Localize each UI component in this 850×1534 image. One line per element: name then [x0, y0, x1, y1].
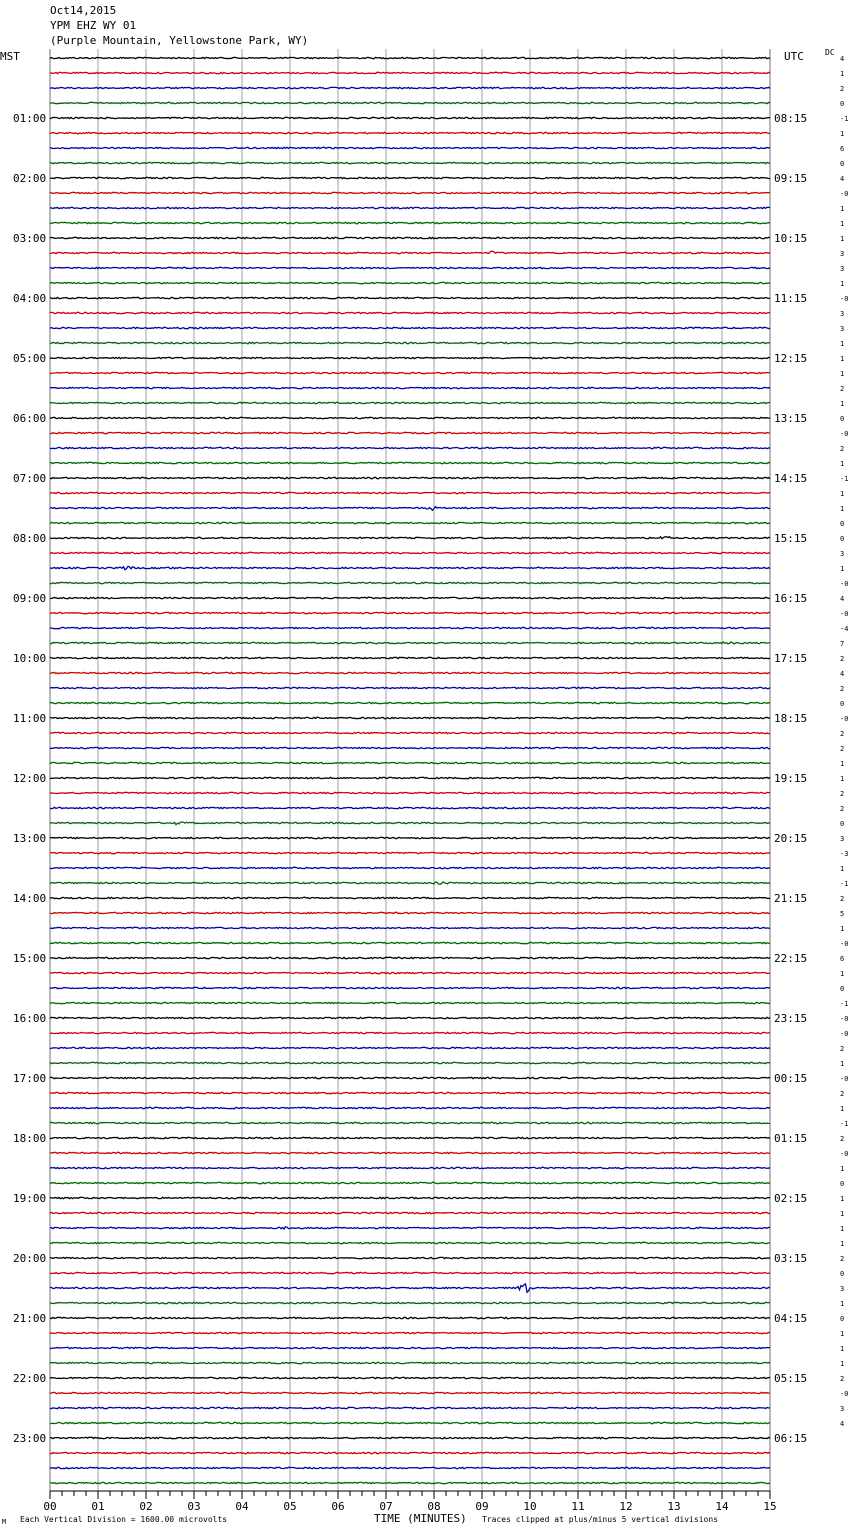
hour-label-utc: 10:15	[774, 232, 808, 245]
dc-offset-label: 3	[840, 1285, 845, 1293]
seismic-trace	[50, 627, 770, 628]
hour-label-mst: 21:00	[13, 1312, 47, 1325]
hour-label-utc: 05:15	[774, 1372, 808, 1385]
dc-offset-label: 4	[840, 175, 845, 183]
seismic-trace	[50, 1077, 770, 1078]
dc-offset-label: 2	[840, 1090, 845, 1098]
dc-offset-label: 0	[840, 1315, 845, 1323]
seismic-trace	[50, 1332, 770, 1333]
dc-offset-label: 1	[840, 370, 845, 378]
dc-offset-label: 2	[840, 745, 845, 753]
dc-offset-label: 6	[840, 145, 845, 153]
seismic-trace	[50, 87, 770, 88]
seismic-trace	[50, 1284, 770, 1292]
seismic-trace	[50, 1452, 770, 1453]
dc-offset-label: 1	[840, 1240, 845, 1248]
seismic-trace	[50, 777, 770, 778]
x-tick-label: 02	[139, 1500, 153, 1513]
dc-offset-label: 1	[840, 1345, 845, 1353]
hour-label-mst: 10:00	[13, 652, 47, 665]
x-tick-label: 11	[571, 1500, 585, 1513]
x-tick-label: 08	[427, 1500, 441, 1513]
dc-offset-label: -0	[840, 190, 849, 198]
station-code: YPM EHZ WY 01	[50, 19, 137, 32]
dc-offset-label: 0	[840, 535, 845, 543]
seismic-trace	[50, 1152, 770, 1153]
dc-offset-label: 1	[840, 130, 845, 138]
dc-offset-label: 0	[840, 1270, 845, 1278]
x-axis-title: TIME (MINUTES)	[374, 1512, 467, 1525]
seismic-trace	[50, 1212, 770, 1213]
seismic-trace	[50, 222, 770, 223]
x-tick-label: 09	[475, 1500, 489, 1513]
seismic-trace	[50, 867, 770, 868]
dc-offset-label: 4	[840, 670, 845, 678]
dc-offset-label: 7	[840, 640, 845, 648]
seismic-trace	[50, 162, 770, 163]
seismic-trace	[50, 1137, 770, 1138]
dc-offset-label: 5	[840, 910, 845, 918]
seismic-trace	[50, 192, 770, 193]
dc-offset-label: 4	[840, 595, 845, 603]
dc-offset-label: 1	[840, 1165, 845, 1173]
seismic-trace	[50, 402, 770, 403]
x-tick-label: 13	[667, 1500, 681, 1513]
hour-label-utc: 20:15	[774, 832, 808, 845]
seismic-trace	[50, 492, 770, 493]
dc-offset-label: 1	[840, 565, 845, 573]
seismic-trace	[50, 897, 770, 898]
dc-offset-label: 2	[840, 730, 845, 738]
trace-rows	[50, 57, 770, 1483]
hour-label-mst: 01:00	[13, 112, 47, 125]
hour-label-mst: 08:00	[13, 532, 47, 545]
hour-label-mst: 15:00	[13, 952, 47, 965]
seismic-trace	[50, 1257, 770, 1258]
dc-offset-label: 2	[840, 1045, 845, 1053]
seismic-trace	[50, 852, 770, 853]
hour-label-utc: 15:15	[774, 532, 808, 545]
dc-offset-label: 2	[840, 385, 845, 393]
hour-label-utc: 00:15	[774, 1072, 808, 1085]
seismic-trace	[50, 417, 770, 418]
seismic-trace	[50, 267, 770, 268]
seismic-trace	[50, 717, 770, 718]
x-tick-label: 06	[331, 1500, 345, 1513]
dc-offset-label: 2	[840, 1135, 845, 1143]
seismic-trace	[50, 282, 770, 283]
hour-label-utc: 09:15	[774, 172, 808, 185]
dc-offset-label: 1	[840, 1105, 845, 1113]
x-tick-label: 12	[619, 1500, 633, 1513]
hour-label-utc: 13:15	[774, 412, 808, 425]
seismic-trace	[50, 372, 770, 373]
dc-offset-label: 1	[840, 1225, 845, 1233]
seismic-trace	[50, 732, 770, 733]
dc-offset-label: 0	[840, 160, 845, 168]
x-tick-label: 14	[715, 1500, 729, 1513]
dc-offset-label: 1	[840, 505, 845, 513]
dc-offset-label: 1	[840, 355, 845, 363]
record-date: Oct14,2015	[50, 4, 117, 17]
hour-label-mst: 06:00	[13, 412, 47, 425]
hour-label-mst: 02:00	[13, 172, 47, 185]
seismic-trace	[50, 1392, 770, 1393]
seismic-trace	[50, 942, 770, 943]
hour-label-mst: 09:00	[13, 592, 47, 605]
dc-offset-label: 1	[840, 1060, 845, 1068]
seismic-trace	[50, 462, 770, 463]
dc-offset-label: 1	[840, 1300, 845, 1308]
seismic-trace	[50, 297, 770, 298]
seismic-trace	[50, 792, 770, 793]
dc-offset-label: 0	[840, 1180, 845, 1188]
dc-offset-label: 2	[840, 445, 845, 453]
seismic-trace	[50, 507, 770, 511]
seismic-trace	[50, 57, 770, 58]
seismic-trace	[50, 1122, 770, 1123]
dc-offset-label: 4	[840, 55, 845, 63]
dc-offset-label: -0	[840, 1015, 849, 1023]
seismic-trace	[50, 312, 770, 313]
dc-offset-label: 1	[840, 280, 845, 288]
dc-offset-label: -1	[840, 880, 849, 888]
dc-offset-label: 2	[840, 805, 845, 813]
seismic-trace	[50, 702, 770, 703]
dc-offset-label: 3	[840, 250, 845, 258]
dc-offset-label: 1	[840, 400, 845, 408]
dc-offset-label: 1	[840, 1195, 845, 1203]
dc-offset-label: 1	[840, 1360, 845, 1368]
hour-label-mst: 13:00	[13, 832, 47, 845]
seismic-trace	[50, 807, 770, 808]
dc-offset-label: 2	[840, 85, 845, 93]
row-labels	[13, 55, 848, 1445]
dc-offset-label: 1	[840, 970, 845, 978]
dc-offset-label: 6	[840, 955, 845, 963]
dc-offset-label: -0	[840, 1030, 849, 1038]
seismic-trace	[50, 1437, 770, 1438]
seismic-trace	[50, 1017, 770, 1018]
seismic-trace	[50, 147, 770, 148]
seismic-trace	[50, 552, 770, 553]
dc-offset-label: 2	[840, 1375, 845, 1383]
dc-offset-label: 4	[840, 1420, 845, 1428]
dc-offset-label: -0	[840, 940, 849, 948]
hour-label-utc: 06:15	[774, 1432, 808, 1445]
dc-offset-label: -1	[840, 115, 849, 123]
seismic-trace	[50, 957, 770, 958]
x-tick-label: 10	[523, 1500, 537, 1513]
dc-offset-label: 1	[840, 1330, 845, 1338]
seismic-trace	[50, 1377, 770, 1378]
clip-note: Traces clipped at plus/minus 5 vertical divisions	[482, 1515, 719, 1524]
seismic-trace	[50, 582, 770, 583]
dc-offset-label: -0	[840, 1390, 849, 1398]
seismic-trace	[50, 1272, 770, 1273]
hour-label-mst: 07:00	[13, 472, 47, 485]
seismic-trace	[50, 72, 770, 73]
x-tick-label: 00	[43, 1500, 57, 1513]
seismic-trace	[50, 912, 770, 913]
hour-label-utc: 16:15	[774, 592, 808, 605]
dc-offset-label: -4	[840, 625, 849, 633]
dc-offset-label: 1	[840, 490, 845, 498]
seismic-trace	[50, 237, 770, 238]
seismic-trace	[50, 1302, 770, 1303]
dc-offset-label: 3	[840, 550, 845, 558]
dc-offset-label: -0	[840, 715, 849, 723]
seismic-trace	[50, 1362, 770, 1363]
dc-offset-label: 0	[840, 820, 845, 828]
seismic-trace	[50, 972, 770, 973]
dc-offset-label: 1	[840, 340, 845, 348]
seismic-trace	[50, 1482, 770, 1483]
hour-label-mst: 11:00	[13, 712, 47, 725]
seismic-trace	[50, 566, 770, 569]
seismic-trace	[50, 1197, 770, 1198]
seismic-trace	[50, 822, 770, 825]
dc-offset-label: 2	[840, 655, 845, 663]
dc-offset-label: 1	[840, 760, 845, 768]
seismic-trace	[50, 1317, 770, 1318]
x-tick-label: 15	[763, 1500, 777, 1513]
dc-offset-label: 1	[840, 1210, 845, 1218]
dc-offset-label: -1	[840, 475, 849, 483]
hour-label-utc: 11:15	[774, 292, 808, 305]
hour-label-utc: 18:15	[774, 712, 808, 725]
seismic-trace	[50, 207, 770, 208]
x-tick-label: 07	[379, 1500, 393, 1513]
hour-label-utc: 23:15	[774, 1012, 808, 1025]
seismic-trace	[50, 1032, 770, 1033]
seismic-trace	[50, 657, 770, 658]
grid-lines	[50, 49, 770, 1491]
seismic-trace	[50, 882, 770, 884]
dc-offset-label: -3	[840, 850, 849, 858]
dc-offset-label: -0	[840, 430, 849, 438]
dc-offset-label: 1	[840, 70, 845, 78]
dc-offset-label: 2	[840, 685, 845, 693]
dc-offset-label: 3	[840, 1405, 845, 1413]
hour-label-mst: 05:00	[13, 352, 47, 365]
dc-offset-label: 3	[840, 310, 845, 318]
dc-offset-label: 0	[840, 415, 845, 423]
seismic-trace	[50, 687, 770, 688]
hour-label-mst: 20:00	[13, 1252, 47, 1265]
dc-header-label: DC	[825, 48, 835, 57]
time-axis	[43, 1491, 776, 1513]
seismic-trace	[50, 132, 770, 133]
dc-offset-label: 1	[840, 220, 845, 228]
hour-label-utc: 22:15	[774, 952, 808, 965]
seismic-trace	[50, 837, 770, 838]
dc-offset-label: 2	[840, 790, 845, 798]
seismic-trace	[50, 1242, 770, 1243]
seismic-trace	[50, 342, 770, 344]
dc-offset-label: -0	[840, 610, 849, 618]
dc-offset-label: 1	[840, 865, 845, 873]
hour-label-utc: 19:15	[774, 772, 808, 785]
dc-offset-label: 3	[840, 325, 845, 333]
dc-offset-label: 1	[840, 775, 845, 783]
seismic-trace	[50, 747, 770, 748]
seismic-trace	[50, 432, 770, 433]
x-tick-label: 05	[283, 1500, 297, 1513]
dc-offset-label: -0	[840, 1150, 849, 1158]
hour-label-mst: 12:00	[13, 772, 47, 785]
seismic-trace	[50, 1062, 770, 1063]
seismic-trace	[50, 762, 770, 763]
seismic-trace	[50, 1227, 770, 1229]
seismic-trace	[50, 1047, 770, 1048]
left-timezone-label: MST	[0, 50, 20, 63]
hour-label-mst: 18:00	[13, 1132, 47, 1145]
dc-offset-label: -1	[840, 1120, 849, 1128]
dc-offset-label: 0	[840, 985, 845, 993]
dc-offset-label: 0	[840, 100, 845, 108]
dc-offset-label: 3	[840, 835, 845, 843]
dc-offset-label: 1	[840, 460, 845, 468]
seismic-trace	[50, 1347, 770, 1348]
seismic-trace	[50, 1107, 770, 1108]
scale-note: Each Vertical Division = 1600.00 microvolts	[20, 1515, 228, 1524]
seismic-trace	[50, 1422, 770, 1423]
hour-label-utc: 04:15	[774, 1312, 808, 1325]
dc-offset-label: 1	[840, 925, 845, 933]
seismic-trace	[50, 327, 770, 328]
seismic-trace	[50, 927, 770, 928]
hour-label-utc: 14:15	[774, 472, 808, 485]
seismic-trace	[50, 522, 770, 523]
dc-offset-label: 0	[840, 700, 845, 708]
hour-label-mst: 16:00	[13, 1012, 47, 1025]
dc-offset-label: 2	[840, 1255, 845, 1263]
seismic-trace	[50, 251, 770, 254]
seismic-trace	[50, 1467, 770, 1468]
seismic-trace	[50, 177, 770, 178]
seismic-trace	[50, 387, 770, 388]
footer-mark: M	[2, 1518, 7, 1526]
seismic-trace	[50, 987, 770, 988]
dc-offset-label: 0	[840, 520, 845, 528]
seismic-trace	[50, 642, 770, 644]
seismic-trace	[50, 447, 770, 448]
seismic-trace	[50, 1092, 770, 1093]
hour-label-utc: 17:15	[774, 652, 808, 665]
seismic-trace	[50, 117, 770, 118]
hour-label-utc: 12:15	[774, 352, 808, 365]
x-tick-label: 03	[187, 1500, 201, 1513]
seismic-trace	[50, 1002, 770, 1003]
hour-label-mst: 22:00	[13, 1372, 47, 1385]
x-tick-label: 01	[91, 1500, 105, 1513]
dc-offset-label: 2	[840, 895, 845, 903]
hour-label-utc: 01:15	[774, 1132, 808, 1145]
seismic-trace	[50, 1182, 770, 1183]
hour-label-utc: 21:15	[774, 892, 808, 905]
seismic-trace	[50, 357, 770, 358]
hour-label-utc: 02:15	[774, 1192, 808, 1205]
dc-offset-label: -0	[840, 1075, 849, 1083]
x-tick-label: 04	[235, 1500, 249, 1513]
station-location: (Purple Mountain, Yellowstone Park, WY)	[50, 34, 309, 47]
hour-label-mst: 19:00	[13, 1192, 47, 1205]
hour-label-mst: 14:00	[13, 892, 47, 905]
dc-offset-label: -0	[840, 295, 849, 303]
seismic-trace	[50, 102, 770, 103]
hour-label-utc: 03:15	[774, 1252, 808, 1265]
hour-label-mst: 04:00	[13, 292, 47, 305]
dc-offset-label: 3	[840, 265, 845, 273]
dc-offset-label: 1	[840, 235, 845, 243]
right-timezone-label: UTC	[784, 50, 804, 63]
hour-label-utc: 08:15	[774, 112, 808, 125]
seismic-trace	[50, 1167, 770, 1168]
seismic-trace	[50, 537, 770, 539]
dc-offset-label: 1	[840, 205, 845, 213]
dc-offset-label: -1	[840, 1000, 849, 1008]
seismic-trace	[50, 477, 770, 478]
dc-offset-label: -0	[840, 580, 849, 588]
hour-label-mst: 23:00	[13, 1432, 47, 1445]
hour-label-mst: 03:00	[13, 232, 47, 245]
seismic-trace	[50, 597, 770, 598]
seismic-trace	[50, 1407, 770, 1408]
hour-label-mst: 17:00	[13, 1072, 47, 1085]
seismic-trace	[50, 672, 770, 673]
seismic-trace	[50, 612, 770, 613]
